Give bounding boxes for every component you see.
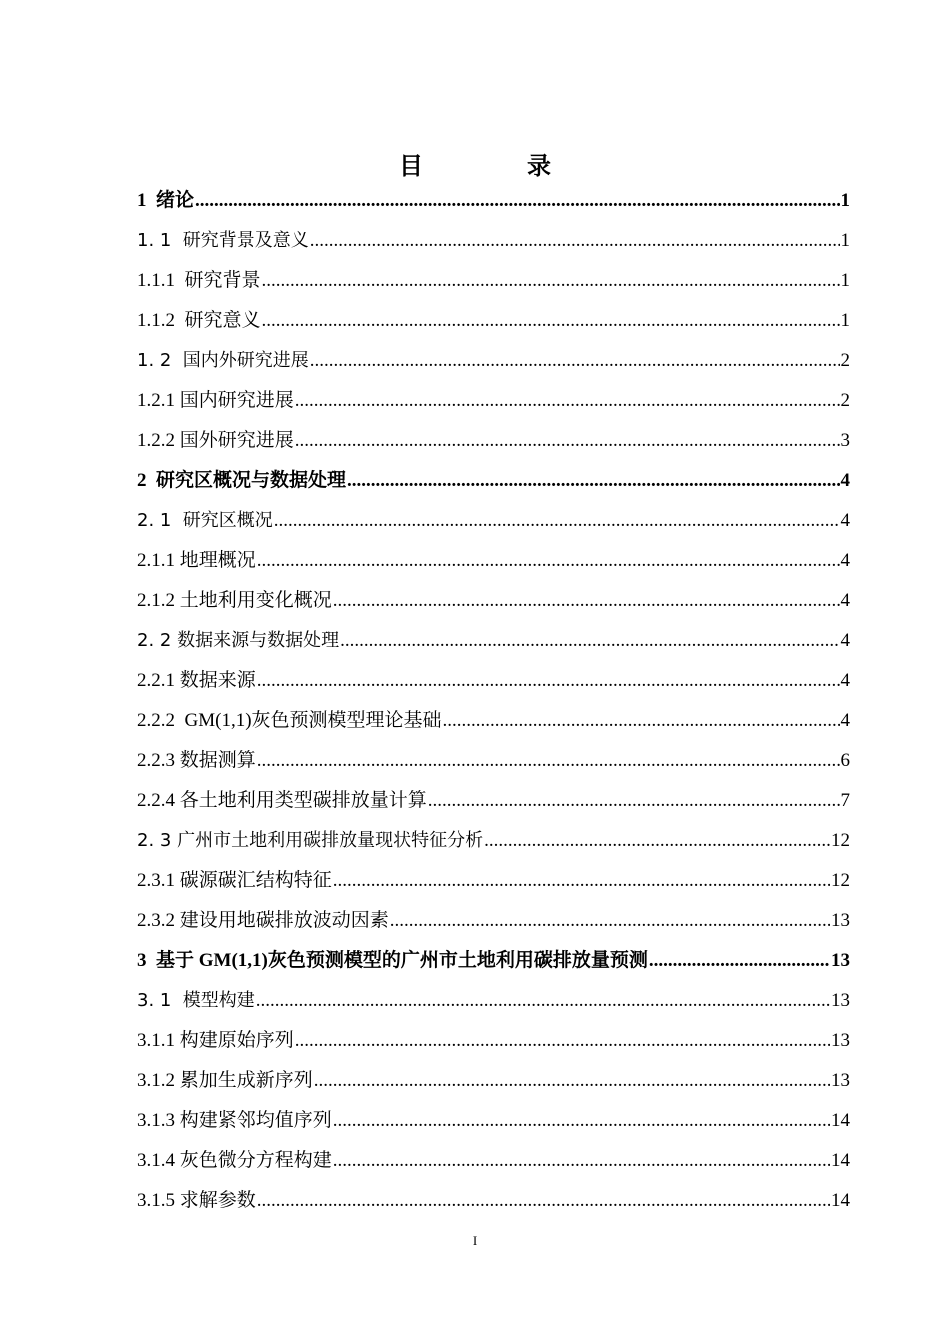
toc-entry-title: 1. 2 国内外研究进展	[137, 350, 309, 371]
toc-entry-page: 1	[840, 270, 850, 291]
dot-leader	[195, 181, 839, 221]
toc-entry-page: 4	[840, 550, 850, 571]
toc-entry[interactable]	[137, 421, 850, 461]
table-of-contents	[137, 181, 850, 1221]
toc-entry[interactable]	[137, 1101, 850, 1141]
toc-entry-page: 4	[840, 590, 850, 611]
dot-leader	[262, 261, 840, 301]
toc-entry[interactable]	[137, 741, 850, 781]
dot-leader	[649, 941, 830, 981]
toc-entry-page: 2	[840, 350, 850, 371]
toc-entry-title: 3.1.4 灰色微分方程构建	[137, 1150, 332, 1171]
toc-entry-title: 2.2.2 GM(1,1)灰色预测模型理论基础	[137, 710, 442, 731]
toc-entry-title: 3. 1 模型构建	[137, 990, 255, 1011]
toc-entry-title: 3.1.1 构建原始序列	[137, 1030, 294, 1051]
toc-entry[interactable]	[137, 901, 850, 941]
toc-title: 目 录	[399, 152, 591, 180]
toc-entry-page: 4	[840, 670, 850, 691]
dot-leader	[347, 461, 839, 501]
toc-entry[interactable]	[137, 1061, 850, 1101]
dot-leader	[257, 661, 840, 701]
toc-entry[interactable]	[137, 1021, 850, 1061]
dot-leader	[257, 741, 840, 781]
dot-leader	[340, 621, 839, 661]
toc-entry-page: 7	[840, 790, 850, 811]
toc-entry-page: 13	[831, 990, 850, 1011]
toc-entry-title: 3 基于 GM(1,1)灰色预测模型的广州市土地利用碳排放量预测	[137, 950, 648, 971]
toc-entry-page: 14	[831, 1150, 850, 1171]
toc-entry-title: 2.1.2 土地利用变化概况	[137, 590, 332, 611]
toc-entry-page: 2	[840, 390, 850, 411]
toc-entry[interactable]	[137, 621, 850, 661]
dot-leader	[295, 381, 840, 421]
toc-entry-page: 12	[831, 830, 850, 851]
toc-entry[interactable]	[137, 1181, 850, 1221]
toc-entry-title: 3.1.3 构建紧邻均值序列	[137, 1110, 332, 1131]
toc-entry-page: 14	[831, 1190, 850, 1211]
toc-entry[interactable]	[137, 181, 850, 221]
toc-entry[interactable]	[137, 341, 850, 381]
toc-entry-title: 2. 2 数据来源与数据处理	[137, 630, 340, 651]
toc-entry-page: 4	[840, 630, 850, 651]
toc-entry[interactable]	[137, 461, 850, 501]
toc-entry-title: 1. 1 研究背景及意义	[137, 230, 309, 251]
toc-entry-page: 1	[840, 310, 850, 331]
dot-leader	[256, 981, 830, 1021]
toc-entry-page: 12	[831, 870, 850, 891]
toc-entry[interactable]	[137, 861, 850, 901]
toc-entry-title: 3.1.2 累加生成新序列	[137, 1070, 313, 1091]
toc-entry-page: 4	[840, 710, 850, 731]
toc-entry-title: 1.2.2 国外研究进展	[137, 430, 294, 451]
dot-leader	[295, 1021, 830, 1061]
dot-leader	[295, 421, 840, 461]
dot-leader	[333, 861, 830, 901]
dot-leader	[314, 1061, 830, 1101]
dot-leader	[484, 821, 830, 861]
toc-entry-title: 3.1.5 求解参数	[137, 1190, 256, 1211]
dot-leader	[333, 581, 840, 621]
toc-entry-title: 1 绪论	[137, 190, 195, 211]
toc-entry[interactable]	[137, 661, 850, 701]
toc-entry[interactable]	[137, 701, 850, 741]
dot-leader	[310, 341, 840, 381]
toc-entry-title: 2. 3 广州市土地利用碳排放量现状特征分析	[137, 830, 484, 851]
toc-entry[interactable]	[137, 581, 850, 621]
dot-leader	[257, 541, 840, 581]
toc-entry-title: 1.1.1 研究背景	[137, 270, 261, 291]
toc-entry[interactable]	[137, 381, 850, 421]
toc-entry-page: 13	[831, 910, 850, 931]
toc-entry[interactable]	[137, 941, 850, 981]
dot-leader	[428, 781, 840, 821]
toc-entry[interactable]	[137, 501, 850, 541]
toc-entry-title: 2.2.1 数据来源	[137, 670, 256, 691]
toc-entry-page: 13	[831, 950, 850, 971]
toc-entry[interactable]	[137, 821, 850, 861]
toc-entry-page: 1	[840, 190, 850, 211]
dot-leader	[274, 501, 840, 541]
dot-leader	[310, 221, 840, 261]
toc-entry[interactable]	[137, 221, 850, 261]
toc-entry-title: 1.1.2 研究意义	[137, 310, 261, 331]
toc-entry[interactable]	[137, 541, 850, 581]
toc-entry-page: 1	[840, 230, 850, 251]
dot-leader	[262, 301, 840, 341]
dot-leader	[443, 701, 840, 741]
toc-entry-title: 2 研究区概况与数据处理	[137, 470, 347, 491]
dot-leader	[257, 1181, 830, 1221]
toc-entry-page: 13	[831, 1070, 850, 1091]
toc-entry[interactable]	[137, 1141, 850, 1181]
toc-entry-title: 2.1.1 地理概况	[137, 550, 256, 571]
toc-entry-title: 2. 1 研究区概况	[137, 510, 273, 531]
toc-entry-page: 14	[831, 1110, 850, 1131]
toc-entry-page: 6	[840, 750, 850, 771]
toc-entry[interactable]	[137, 981, 850, 1021]
toc-entry-title: 1.2.1 国内研究进展	[137, 390, 294, 411]
page-number: I	[472, 1233, 478, 1248]
toc-entry-page: 3	[840, 430, 850, 451]
toc-entry-title: 2.3.1 碳源碳汇结构特征	[137, 870, 332, 891]
dot-leader	[333, 1141, 830, 1181]
toc-entry-page: 4	[840, 510, 850, 531]
toc-entry-title: 2.3.2 建设用地碳排放波动因素	[137, 910, 389, 931]
dot-leader	[333, 1101, 830, 1141]
dot-leader	[390, 901, 830, 941]
toc-entry-page: 4	[840, 470, 850, 491]
toc-entry-title: 2.2.3 数据测算	[137, 750, 256, 771]
toc-entry[interactable]	[137, 781, 850, 821]
toc-entry[interactable]	[137, 261, 850, 301]
toc-entry[interactable]	[137, 301, 850, 341]
toc-entry-page: 13	[831, 1030, 850, 1051]
toc-entry-title: 2.2.4 各土地利用类型碳排放量计算	[137, 790, 427, 811]
